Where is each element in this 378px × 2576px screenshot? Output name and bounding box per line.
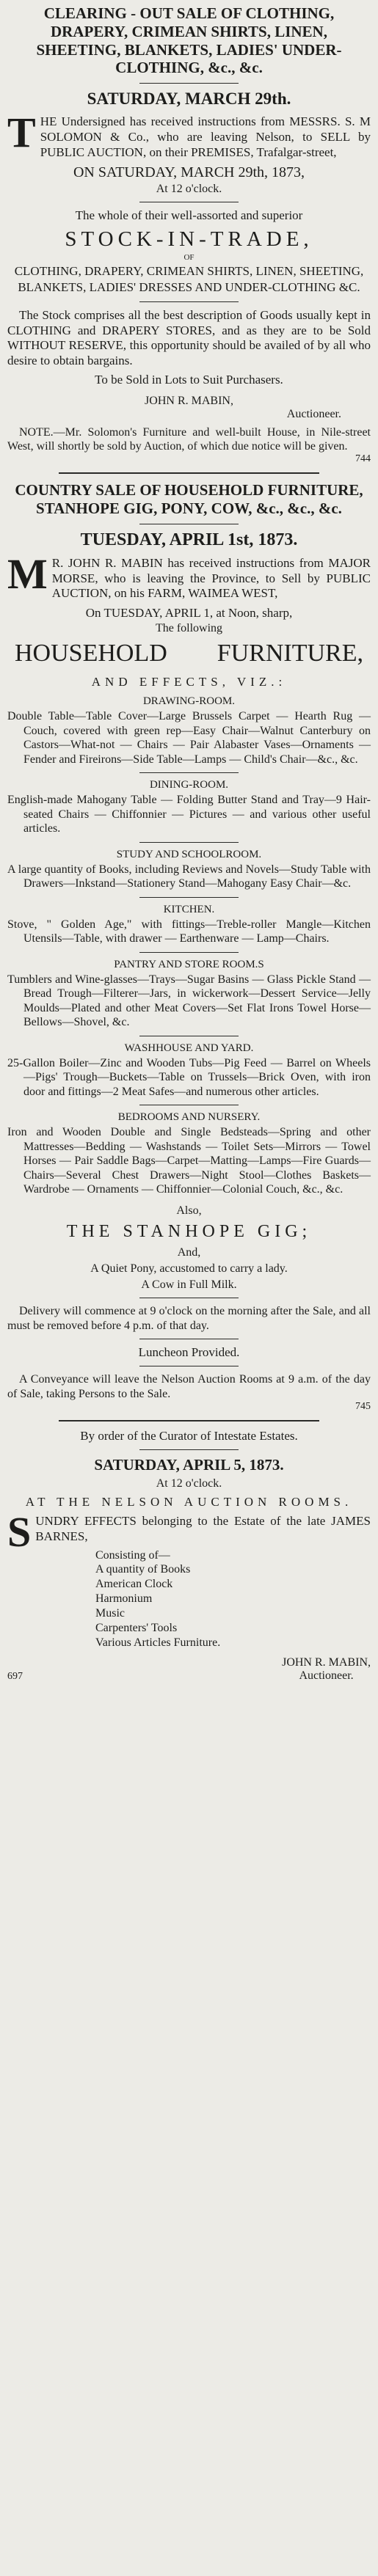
ad-number: 745 <box>355 1401 371 1413</box>
room-sections <box>7 695 371 1197</box>
stock-heading: STOCK-IN-TRADE, <box>65 227 313 252</box>
drop-cap: T <box>7 109 36 157</box>
section-divider <box>59 472 319 474</box>
room-items: Stove, " Golden Age," with fittings—Treble-roller Mangle—Kitchen Utensils—Table, with drawer — Earthenware — Lamp—Chairs. <box>7 918 371 945</box>
divider <box>139 897 239 898</box>
auctioneer-block <box>282 1656 371 1683</box>
room-items: English-made Mahogany Table — Folding Butter Stand and Tray—9 Hair-seated Chairs — Chiffonnier — Pictures — and various other useful articles. <box>7 794 371 835</box>
cow-text: A Cow in Full Milk. <box>141 1278 237 1291</box>
luncheon-text: Luncheon Provided. <box>138 1345 240 1360</box>
list-item: Carpenters' Tools <box>95 1622 178 1635</box>
auctioneer-name: JOHN R. MABIN, <box>282 1656 371 1669</box>
room-heading: WASHHOUSE AND YARD. <box>124 1042 254 1054</box>
stock-description: The Stock comprises all the best description of Goods usually kept in CLOTHING and DRAPERY STORES, and as they are to be Sold WITHOUT RESERVE, this opportunity should be availed of by all who desire to obtain bargains. <box>7 308 371 367</box>
effects-line: AND EFFECTS, VIZ.: <box>91 675 287 689</box>
intro-text: UNDRY EFFECTS belonging to the Estate of the late JAMES BARNES, <box>35 1514 371 1543</box>
list-item: A quantity of Books <box>95 1563 191 1576</box>
room-items: Iron and Wooden Double and Single Bedsteads—Spring and other Mattresses—Bedding — Washstands — Toilet Sets—Mirrors — Towel Horses — Pair Saddle Bags—Carpet—Matting—Lamps—Fire Guards—Chairs—Several Chest Drawers—Night Stool—Clothes Baskets—Wardrobe — Ornaments — Chiffonnier—Colonial Couch, &c., &c. <box>7 1126 371 1196</box>
intestate-estate-advertisement <box>7 1429 371 1683</box>
room-items: Tumblers and Wine-glasses—Trays—Sugar Basins — Glass Pickle Stand — Bread Trough—Filterer—Jars, in wickerwork—Dessert Service—Jelly Moulds—Plated and other Meat Covers—Set Flat Irons Towel Horse—Bellows—Shovel, &c. <box>7 973 371 1029</box>
room-items: 25-Gallon Boiler—Zinc and Wooden Tubs—Pig Feed — Barrel on Wheels—Pigs' Trough—Buckets—Table on Trussels—Brick Oven, with iron door and fittings—2 Meat Safes—and numerous other articles. <box>7 1056 371 1098</box>
room-items: A large quantity of Books, including Reviews and Novels—Study Table with Drawers—Inkstand—Stationery Stand—Mahogany Easy Chair—&c. <box>7 863 371 890</box>
furniture-heading <box>7 640 371 667</box>
items-list <box>7 1562 371 1650</box>
divider <box>139 842 239 843</box>
country-sale-advertisement <box>7 481 371 1413</box>
room-section <box>7 849 371 891</box>
room-heading: PANTRY AND STORE ROOM.S <box>114 958 264 970</box>
room-heading: KITCHEN. <box>163 903 215 915</box>
room-heading: BEDROOMS AND NURSERY. <box>117 1111 261 1124</box>
and-text: And, <box>177 1245 201 1259</box>
sale-date-heading: SATURDAY, APRIL 5, 1873. <box>94 1456 284 1474</box>
auctioneer-title: Auctioneer. <box>286 408 341 421</box>
furniture-word: FURNITURE, <box>217 640 363 667</box>
delivery-paragraph: Delivery will commence at 9 o'clock on the morning after the Sale, and all must be removed before 4 p.m. of that day. <box>7 1304 371 1332</box>
goods-list: CLOTHING, DRAPERY, CRIMEAN SHIRTS, LINEN, SHEETING, BLANKETS, LADIES' DRESSES AND UNDER-CLOTHING &C. <box>14 264 364 295</box>
ad-number: 697 <box>7 1671 23 1683</box>
room-section <box>7 904 371 946</box>
sale-time: At 12 o'clock. <box>156 183 222 196</box>
room-heading: STUDY AND SCHOOLROOM. <box>116 848 262 860</box>
consisting-text: Consisting of— <box>95 1549 170 1562</box>
divider <box>139 83 239 84</box>
drop-cap: S <box>7 1508 32 1556</box>
sale-date-line: ON SATURDAY, MARCH 29th, 1873, <box>73 164 305 181</box>
list-item: American Clock <box>95 1578 173 1591</box>
divider <box>139 301 239 302</box>
ad-number: 744 <box>355 453 371 465</box>
room-section <box>7 779 371 836</box>
gig-heading: THE STANHOPE GIG; <box>66 1221 312 1241</box>
sale-date-heading: SATURDAY, MARCH 29th. <box>87 89 291 109</box>
intro-paragraph <box>7 109 371 160</box>
list-item: Various Articles Furniture. <box>95 1636 221 1650</box>
following-text: The following <box>155 622 223 635</box>
drop-cap: M <box>7 549 48 598</box>
auctioneer-title: Auctioneer. <box>299 1669 354 1683</box>
lots-text: To be Sold in Lots to Suit Purchasers. <box>95 373 283 387</box>
ad-title: COUNTRY SALE OF HOUSEHOLD FURNITURE, STANHOPE GIG, PONY, COW, &c., &c., &c. <box>15 481 363 518</box>
divider <box>139 952 239 953</box>
ad-title: CLEARING - OUT SALE OF CLOTHING, DRAPERY, CRIMEAN SHIRTS, LINEN, SHEETING, BLANKETS, LADIES' UNDER-CLOTHING, &c., &c. <box>36 4 342 77</box>
list-item: Harmonium <box>95 1592 153 1606</box>
footer-line <box>7 1656 371 1683</box>
sale-time: At 12 o'clock. <box>156 1477 222 1490</box>
room-heading: DINING-ROOM. <box>149 779 229 791</box>
room-section <box>7 1111 371 1197</box>
clearing-out-sale-advertisement <box>7 4 371 465</box>
also-text: Also, <box>176 1204 202 1217</box>
divider <box>139 1449 239 1450</box>
auctioneer-name: JOHN R. MABIN, <box>145 395 233 408</box>
room-section <box>7 959 371 1030</box>
pony-text: A Quiet Pony, accustomed to carry a lady. <box>90 1262 288 1275</box>
section-divider <box>59 1420 319 1421</box>
order-line: By order of the Curator of Intestate Estates. <box>80 1429 298 1443</box>
intro-text: R. JOHN R. MABIN has received instructions from MAJOR MORSE, who is leaving the Province, to Sell by PUBLIC AUCTION, on his FARM, WAIMEA WEST, <box>51 555 371 601</box>
sale-date-line: On TUESDAY, APRIL 1, at Noon, sharp, <box>85 606 293 621</box>
of-label: OF <box>183 253 195 263</box>
sale-date-heading: TUESDAY, APRIL 1st, 1873. <box>80 530 298 549</box>
location-line: AT THE NELSON AUCTION ROOMS. <box>25 1495 353 1510</box>
intro-paragraph <box>7 549 371 601</box>
conveyance-paragraph: A Conveyance will leave the Nelson Auction Rooms at 9 a.m. of the day of Sale, taking Persons to the Sale. <box>7 1373 371 1400</box>
room-items: Double Table—Table Cover—Large Brussels Carpet — Hearth Rug — Couch, covered with green rep—Easy Chair—Walnut Canterbury on Castors—What-not — Chairs — Pair Alabaster Vases—Ornaments — Fender and Fireirons—Side Table—Lamps — Child's Chair—&c., &c. <box>7 710 371 766</box>
whole-text: The whole of their well-assorted and superior <box>75 208 303 223</box>
room-section <box>7 1042 371 1099</box>
room-heading: DRAWING-ROOM. <box>142 695 236 708</box>
room-section <box>7 695 371 766</box>
list-item: Music <box>95 1607 125 1620</box>
divider <box>139 772 239 773</box>
note-paragraph: NOTE.—Mr. Solomon's Furniture and well-built House, in Nile-street West, will shortly be sold by Auction, of which due notice will be given. <box>7 426 371 453</box>
household-word: HOUSEHOLD <box>15 640 167 667</box>
intro-text: HE Undersigned has received instructions from MESSRS. S. M SOLOMON & Co., who are leaving Nelson, to SELL by PUBLIC AUCTION, on their PREMISES, Trafalgar-street, <box>40 114 371 159</box>
